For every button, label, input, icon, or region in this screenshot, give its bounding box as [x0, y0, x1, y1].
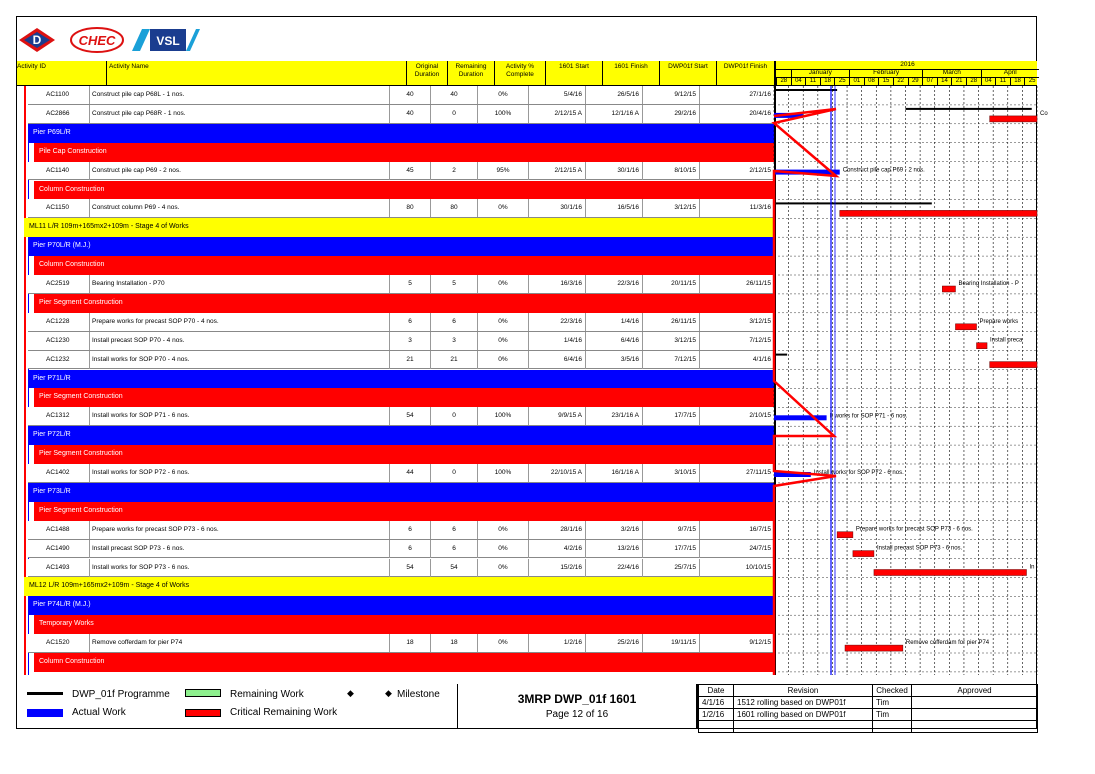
- svg-text:VSL: VSL: [156, 34, 180, 48]
- rev-empty: [734, 721, 873, 733]
- critical-bar: [990, 116, 1037, 122]
- bar-label: Remove cofferdam for pier P74: [905, 640, 990, 647]
- original-duration-cell: 3: [389, 332, 430, 350]
- finish-cell: 30/1/16: [585, 162, 642, 180]
- baseline-finish-cell: 11/3/16: [699, 199, 774, 217]
- rev-approved: [912, 709, 1038, 721]
- start-cell: 1/4/16: [528, 332, 585, 350]
- baseline-start-cell: 17/7/15: [642, 540, 699, 558]
- baseline-finish-cell: 9/12/15: [699, 634, 774, 652]
- percent-complete-cell: 100%: [477, 464, 528, 482]
- original-duration-cell: 6: [389, 313, 430, 331]
- bar-label: Construct pile cap P69 - 2 nos.: [842, 167, 925, 174]
- activity-name-cell: Install precast SOP P70 - 4 nos.: [89, 332, 389, 350]
- table-row[interactable]: [28, 521, 774, 540]
- activity-id-cell: AC1490: [46, 544, 70, 552]
- critical-bar: [977, 343, 988, 349]
- percent-complete-cell: 0%: [477, 559, 528, 577]
- legend-milestone-glyph: ◆: [385, 688, 392, 698]
- legend-critical-swatch: [185, 709, 221, 717]
- activity-id-cell: AC1140: [46, 166, 70, 174]
- activity-name-cell: Install works for SOP P72 - 6 nos.: [89, 464, 389, 482]
- finish-cell: 3/5/16: [585, 351, 642, 369]
- finish-cell: 12/1/16 A: [585, 105, 642, 123]
- table-row[interactable]: [28, 332, 774, 351]
- col-activity-name[interactable]: Activity Name: [106, 61, 406, 85]
- legend-programme-swatch: [27, 692, 63, 695]
- wbs-band-pier[interactable]: Pier P70L/R (M.J.): [28, 237, 774, 256]
- legend-programme-label: DWP_01f Programme: [72, 689, 170, 700]
- rev-header-date: Date: [699, 685, 734, 697]
- activity-name-cell: Install works for SOP P73 - 6 nos.: [89, 559, 389, 577]
- week-label: 21: [951, 77, 966, 85]
- start-cell: 28/1/16: [528, 521, 585, 539]
- activity-id-cell: AC1100: [46, 91, 70, 98]
- wbs-band-pier[interactable]: Pier P72L/R: [28, 426, 774, 445]
- remaining-duration-cell: 6: [430, 521, 477, 539]
- baseline-finish-cell: 2/12/15: [699, 162, 774, 180]
- remaining-duration-cell: 54: [430, 559, 477, 577]
- activity-name-cell: Prepare works for precast SOP P70 - 4 nos.: [89, 313, 389, 331]
- finish-cell: 6/4/16: [585, 332, 642, 350]
- table-row[interactable]: [28, 313, 774, 332]
- table-row[interactable]: [28, 351, 774, 370]
- percent-complete-cell: 100%: [477, 407, 528, 425]
- wbs-band-section[interactable]: Pier Segment Construction: [34, 445, 774, 464]
- week-label: 25: [1024, 77, 1039, 85]
- activity-id-cell: AC1150: [46, 204, 70, 212]
- col-dwp01f-finish[interactable]: DWP01f Finish: [716, 61, 774, 85]
- percent-complete-cell: 0%: [477, 332, 528, 350]
- col-remaining-duration[interactable]: Remaining Duration: [447, 61, 494, 85]
- finish-cell: 25/2/16: [585, 634, 642, 652]
- rev-header-checked: Checked: [873, 685, 912, 697]
- actual-bar: [774, 415, 827, 420]
- baseline-finish-cell: 24/7/15: [699, 540, 774, 558]
- remaining-duration-cell: 6: [430, 540, 477, 558]
- month-label: March: [922, 69, 980, 77]
- baseline-start-cell: 29/2/16: [642, 105, 699, 123]
- rev-empty: [699, 721, 734, 733]
- start-cell: 9/9/15 A: [528, 407, 585, 425]
- original-duration-cell: 6: [389, 540, 430, 558]
- remaining-duration-cell: 0: [430, 464, 477, 482]
- wbs-band-section[interactable]: Pier Segment Construction: [34, 388, 774, 407]
- start-cell: 1/2/16: [528, 634, 585, 652]
- programme-bar: [774, 354, 787, 356]
- d-logo: [18, 27, 56, 53]
- legend-box: [17, 684, 458, 729]
- percent-complete-cell: 0%: [477, 634, 528, 652]
- start-cell: 15/2/16: [528, 559, 585, 577]
- wbs-band-pier[interactable]: Pier P73L/R: [28, 483, 774, 502]
- table-row[interactable]: [28, 540, 774, 559]
- activity-name-cell: Install works for SOP P71 - 6 nos.: [89, 407, 389, 425]
- week-label: 08: [864, 77, 879, 85]
- week-label: 04: [981, 77, 996, 85]
- start-cell: 22/10/15 A: [528, 464, 585, 482]
- wbs-band-section[interactable]: Column Construction: [34, 256, 774, 275]
- baseline-finish-cell: 20/4/16: [699, 105, 774, 123]
- table-row[interactable]: [28, 275, 774, 294]
- critical-bar: [845, 645, 903, 651]
- wbs-band-pier[interactable]: Pier P71L/R: [28, 370, 774, 389]
- baseline-start-cell: 19/11/15: [642, 634, 699, 652]
- bar-label: II works for SOP P71 - 6 nos.: [829, 413, 908, 420]
- baseline-start-cell: 3/12/15: [642, 332, 699, 350]
- rev-approved: [912, 697, 1038, 709]
- wbs-band-pier[interactable]: Pier P69L/R: [28, 124, 774, 143]
- baseline-finish-cell: 2/10/15: [699, 407, 774, 425]
- critical-bar: [853, 551, 874, 557]
- activity-id-cell: AC1488: [46, 525, 70, 533]
- baseline-start-cell: 9/7/15: [642, 521, 699, 539]
- percent-complete-cell: 0%: [477, 540, 528, 558]
- week-label: 29: [908, 77, 923, 85]
- week-label: 18: [820, 77, 835, 85]
- bar-label: Co: [1040, 110, 1048, 117]
- activity-id-cell: AC1402: [46, 469, 70, 476]
- rev-date: 1/2/16: [699, 709, 734, 721]
- table-row[interactable]: [28, 86, 774, 105]
- title-block-page: Page 12 of 16: [545, 709, 609, 720]
- critical-bar: [942, 286, 955, 292]
- original-duration-cell: 45: [389, 162, 430, 180]
- bar-label: Prepare works for precast SOP P73 - 6 nos.: [855, 526, 973, 533]
- rev-empty: [873, 721, 912, 733]
- col-1601-finish[interactable]: 1601 Finish: [602, 61, 659, 85]
- original-duration-cell: 18: [389, 634, 430, 652]
- critical-bar: [990, 362, 1037, 368]
- week-label: 25: [834, 77, 849, 85]
- activity-name-cell: Install works for SOP P70 - 4 nos.: [89, 351, 389, 369]
- rev-header-approved: Approved: [912, 685, 1038, 697]
- activity-name-cell: Bearing Installation - P70: [89, 275, 389, 293]
- wbs-band-section[interactable]: Pier Segment Construction: [34, 502, 774, 521]
- start-cell: 2/12/15 A: [528, 105, 585, 123]
- table-row[interactable]: [28, 105, 774, 124]
- week-label: 28: [966, 77, 981, 85]
- start-cell: 22/3/16: [528, 313, 585, 331]
- wbs-band-section[interactable]: Temporary Works: [34, 615, 774, 634]
- programme-bar: [906, 108, 1032, 110]
- col-activity-id[interactable]: Activity ID: [17, 63, 46, 70]
- remaining-duration-cell: 0: [430, 407, 477, 425]
- week-label: 11: [805, 77, 820, 85]
- critical-bar: [837, 532, 853, 538]
- remaining-duration-cell: 2: [430, 162, 477, 180]
- legend-critical-label: Critical Remaining Work: [230, 707, 338, 718]
- activity-name-cell: Prepare works for precast SOP P73 - 6 nos.: [89, 521, 389, 539]
- week-label: 11: [995, 77, 1010, 85]
- remaining-duration-cell: 21: [430, 351, 477, 369]
- baseline-finish-cell: 26/11/15: [699, 275, 774, 293]
- progress-line: [774, 109, 836, 675]
- percent-complete-cell: 100%: [477, 105, 528, 123]
- table-row[interactable]: [28, 407, 774, 426]
- legend-actual-swatch: [27, 709, 63, 717]
- baseline-start-cell: 17/7/15: [642, 407, 699, 425]
- remaining-duration-cell: 80: [430, 199, 477, 217]
- title-block-title: 3MRP DWP_01f 1601: [517, 692, 637, 706]
- original-duration-cell: 54: [389, 407, 430, 425]
- bar-label: Install preca: [990, 337, 1023, 344]
- wbs-band-section[interactable]: Column Construction: [34, 653, 774, 672]
- original-duration-cell: 6: [389, 521, 430, 539]
- baseline-start-cell: 7/12/15: [642, 351, 699, 369]
- col-original-duration[interactable]: Original Duration: [406, 61, 447, 85]
- remaining-duration-cell: 40: [430, 86, 477, 104]
- baseline-finish-cell: 10/10/15: [699, 559, 774, 577]
- activity-name-cell: Remove cofferdam for pier P74: [89, 634, 389, 652]
- legend-remaining-swatch: [185, 689, 221, 697]
- activity-name-cell: Construct pile cap P68R - 1 nos.: [89, 105, 389, 123]
- wbs-band-section[interactable]: Pile Cap Construction: [34, 143, 774, 162]
- col-dwp01f-start[interactable]: DWP01f Start: [659, 61, 716, 85]
- baseline-start-cell: 3/12/15: [642, 199, 699, 217]
- remaining-duration-cell: 0: [430, 105, 477, 123]
- table-row[interactable]: [28, 162, 774, 181]
- baseline-start-cell: 8/10/15: [642, 162, 699, 180]
- original-duration-cell: 40: [389, 86, 430, 104]
- finish-cell: 23/1/16 A: [585, 407, 642, 425]
- activity-id-cell: AC1230: [46, 336, 70, 344]
- vsl-logo: [128, 27, 200, 53]
- legend-actual-label: Actual Work: [72, 707, 126, 718]
- month-label: April: [981, 69, 1039, 77]
- bar-label: Prepare works: [979, 318, 1019, 325]
- start-cell: 2/12/15 A: [528, 162, 585, 180]
- percent-complete-cell: 0%: [477, 313, 528, 331]
- col-1601-start[interactable]: 1601 Start: [545, 61, 602, 85]
- legend-milestone-icon: ◆: [347, 688, 354, 698]
- percent-complete-cell: 0%: [477, 199, 528, 217]
- column-header-row: [17, 61, 774, 86]
- legend-milestone-label: Milestone: [397, 689, 440, 700]
- activity-id-cell: AC1312: [46, 412, 70, 420]
- original-duration-cell: 21: [389, 351, 430, 369]
- svg-text:D: D: [32, 33, 42, 47]
- finish-cell: 22/3/16: [585, 275, 642, 293]
- remaining-duration-cell: 5: [430, 275, 477, 293]
- week-label: 15: [878, 77, 893, 85]
- chec-logo: [70, 27, 125, 53]
- bar-label: Install works for SOP P72 - 6 nos.: [813, 470, 904, 476]
- finish-cell: 1/4/16: [585, 313, 642, 331]
- activity-id-cell: AC1232: [46, 355, 70, 363]
- start-cell: 6/4/16: [528, 351, 585, 369]
- original-duration-cell: 40: [389, 105, 430, 123]
- gantt-chart: [774, 61, 1048, 675]
- original-duration-cell: 80: [389, 199, 430, 217]
- baseline-finish-cell: 4/1/16: [699, 351, 774, 369]
- table-row[interactable]: [28, 199, 774, 218]
- percent-complete-cell: 0%: [477, 86, 528, 104]
- title-block: [458, 684, 697, 729]
- rev-header-revision: Revision: [734, 685, 873, 697]
- start-cell: 16/3/16: [528, 275, 585, 293]
- baseline-finish-cell: 3/12/15: [699, 313, 774, 331]
- table-row[interactable]: [28, 464, 774, 483]
- week-label: 01: [849, 77, 864, 85]
- wbs-band-section[interactable]: Column Construction: [34, 181, 774, 200]
- wbs-band-level1[interactable]: ML11 L/R 109m+165mx2+109m - Stage 4 of Works: [24, 218, 774, 237]
- wbs-band-pier[interactable]: Pier P74L/R (M.J.): [28, 596, 774, 615]
- finish-cell: 13/2/16: [585, 540, 642, 558]
- activity-name-cell: Construct column P69 - 4 nos.: [89, 199, 389, 217]
- activity-id-cell: AC2519: [46, 280, 70, 287]
- baseline-start-cell: 3/10/15: [642, 464, 699, 482]
- start-cell: 30/1/16: [528, 199, 585, 217]
- bar-label: In: [1029, 564, 1035, 571]
- baseline-start-cell: 25/7/15: [642, 559, 699, 577]
- week-label: 18: [1010, 77, 1025, 85]
- remaining-duration-cell: 6: [430, 313, 477, 331]
- activity-id-cell: AC2866: [46, 109, 70, 117]
- month-label: February: [849, 69, 922, 77]
- table-row[interactable]: [28, 634, 774, 653]
- rev-checked: Tim: [873, 697, 912, 709]
- critical-bar: [874, 570, 1027, 576]
- remaining-duration-cell: 18: [430, 634, 477, 652]
- baseline-finish-cell: 7/12/15: [699, 332, 774, 350]
- original-duration-cell: 44: [389, 464, 430, 482]
- rev-text: 1512 rolling based on DWP01f: [734, 697, 873, 709]
- original-duration-cell: 54: [389, 559, 430, 577]
- baseline-finish-cell: 16/7/15: [699, 521, 774, 539]
- col-percent-complete[interactable]: Activity % Complete: [494, 61, 545, 85]
- percent-complete-cell: 0%: [477, 351, 528, 369]
- original-duration-cell: 5: [389, 275, 430, 293]
- activity-id-cell: AC1493: [46, 563, 70, 571]
- finish-cell: 26/5/16: [585, 86, 642, 104]
- programme-bar: [774, 202, 932, 204]
- wbs-band-section[interactable]: Pier Segment Construction: [34, 294, 774, 313]
- percent-complete-cell: 95%: [477, 162, 528, 180]
- rev-text: 1601 rolling based on DWP01f: [734, 709, 873, 721]
- percent-complete-cell: 0%: [477, 275, 528, 293]
- percent-complete-cell: 0%: [477, 521, 528, 539]
- baseline-finish-cell: 27/11/15: [699, 464, 774, 482]
- activity-name-cell: Install precast SOP P73 - 6 nos.: [89, 540, 389, 558]
- baseline-start-cell: 26/11/15: [642, 313, 699, 331]
- critical-bar: [955, 324, 976, 330]
- rev-date: 4/1/16: [699, 697, 734, 709]
- activity-name-cell: Construct pile cap P68L - 1 nos.: [89, 86, 389, 104]
- start-cell: 4/2/16: [528, 540, 585, 558]
- bar-label: Install precast SOP P73 - 6 nos.: [876, 545, 963, 552]
- finish-cell: 22/4/16: [585, 559, 642, 577]
- timescale-year: 2016: [776, 61, 1039, 70]
- svg-text:CHEC: CHEC: [78, 33, 116, 48]
- start-cell: 5/4/16: [528, 86, 585, 104]
- week-label: 28: [776, 77, 791, 85]
- week-label: 07: [922, 77, 937, 85]
- table-row[interactable]: [28, 559, 774, 578]
- revision-table: [697, 684, 1038, 729]
- month-label: January: [791, 69, 849, 77]
- week-label: 14: [937, 77, 952, 85]
- bar-label: Bearing Installation - P: [958, 281, 1019, 287]
- activity-name-cell: Construct pile cap P69 - 2 nos.: [89, 162, 389, 180]
- finish-cell: 3/2/16: [585, 521, 642, 539]
- rev-checked: Tim: [873, 709, 912, 721]
- programme-bar: [774, 89, 837, 91]
- wbs-band-level1[interactable]: ML12 L/R 109m+165mx2+109m - Stage 4 of Works: [24, 577, 774, 596]
- remaining-duration-cell: 3: [430, 332, 477, 350]
- finish-cell: 16/1/16 A: [585, 464, 642, 482]
- finish-cell: 16/5/16: [585, 199, 642, 217]
- activity-id-cell: AC1228: [46, 317, 70, 325]
- week-label: 04: [791, 77, 806, 85]
- baseline-start-cell: 9/12/15: [642, 86, 699, 104]
- rev-empty: [912, 721, 1038, 733]
- baseline-start-cell: 20/11/15: [642, 275, 699, 293]
- week-label: 22: [893, 77, 908, 85]
- baseline-finish-cell: 27/1/16: [699, 86, 774, 104]
- activity-id-cell: AC1520: [46, 639, 70, 647]
- legend-remaining-label: Remaining Work: [230, 689, 304, 700]
- critical-bar: [840, 210, 1037, 216]
